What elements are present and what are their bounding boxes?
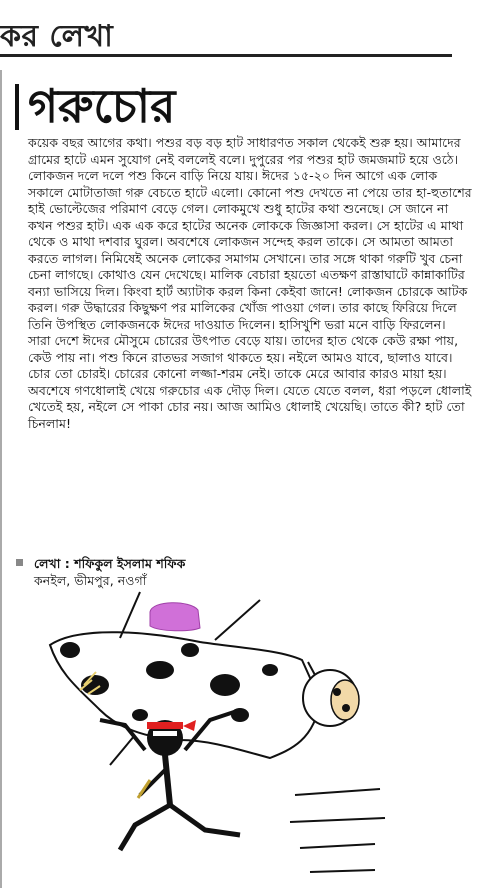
article-paragraph: কয়েক বছর আগের কথা। পশুর বড় বড় হাট সাধারণত সকাল থেকেই শুরু হয়। আমাদের গ্রামের হাটে এমন সুযোগ নেই বললেই বলে। দুপুরের পর পশুর হাট জমজমাট হয়ে ওঠে। লোকজন দলে দলে পশু কিনে বাড়ি নিয়ে যায়। ঈদের ১৫-২০ দিন আগে এক লোক সকালে মোটাতাজা গরু বেচতে হাটে এলো। কোনো পশু দেখতে না পেয়ে তার হা-হুতাশের হাই ভোল্টেজের পরিমাণ বেড়ে গেল। লোকমুখে শুধু হাটের কথা শুনেছে। সে জানে না কখন পশুর হাট। এক এক করে হাটের অনেক লোককে জিজ্ঞাসা করল। সে হাটের এ মাথা থেকে ও মাথা দশবার ঘুরল। অবশেষে লোকজন সন্দেহ করল তাকে। সে আমতা আমতা করতে লাগল। নিমিষেই অনেক লোকের সমাগম সেখানে। তার সঙ্গে থাকা গরুটি খুব চেনা চেনা লাগছে। কোথাও যেন দেখেছে। মালিক বেচারা হয়তো এতক্ষণ রাস্তাঘাটে কান্নাকাটির বন্যা ভাসিয়ে দিল। কিংবা হার্ট অ্যাটাক করল কিনা কেইবা জানে! লোকজন চোরকে আটক করল। গরু উদ্ধারের কিছুক্ষণ পর মালিকের খোঁজ পাওয়া গেল। তার কাছে ফিরিয়ে দিলে তিনি উপস্থিত লোকজনকে ঈদের দাওয়াত দিলেন। হাসিখুশি ভরা মনে বাড়ি ফিরলেন। <box>28 135 472 332</box>
cow-shape <box>50 592 359 765</box>
byline <box>34 555 434 589</box>
author-name: লেখা : শফিকুল ইসলাম শফিক <box>34 556 186 571</box>
header-divider <box>0 54 452 57</box>
section-title: কর লেখা <box>0 19 114 54</box>
motion-lines <box>290 789 385 872</box>
cow-thief-drawing <box>40 590 480 880</box>
article-paragraph: সারা দেশে ঈদের মৌসুমে চোরের উৎপাত বেড়ে যায়। তাদের হাত থেকে কেউ রক্ষা পায়, কেউ পায় না। পশু কিনে রাতভর সজাগ থাকতে হয়। নইলে আমও যাবে, ছালাও যাবে। চোর তো চোরই। চোরের কোনো লজ্জা-শরম নেই। তাকে মেরে আবার কারও মায়া হয়। অবশেষে গণধোলাই খেয়ে গরুচোর এক দৌড় দিল। যেতে যেতে বলল, ধরা পড়লে ধোলাই খেতেই হয়, নইলে সে পাকা চোর নয়। আজ আমিও ধোলাই খেয়েছি। তাতে কী? হাট তো চিনলাম! <box>28 333 472 431</box>
section-header <box>0 0 492 58</box>
article-title: গরুচোর <box>28 79 176 133</box>
cartoon-illustration <box>40 590 480 880</box>
column-divider <box>0 70 2 888</box>
title-accent-bar <box>15 84 19 130</box>
article-body <box>28 135 472 432</box>
bullet-square-icon <box>16 559 23 566</box>
author-location: কনইল, ভীমপুর, নওগাঁ <box>34 573 147 588</box>
